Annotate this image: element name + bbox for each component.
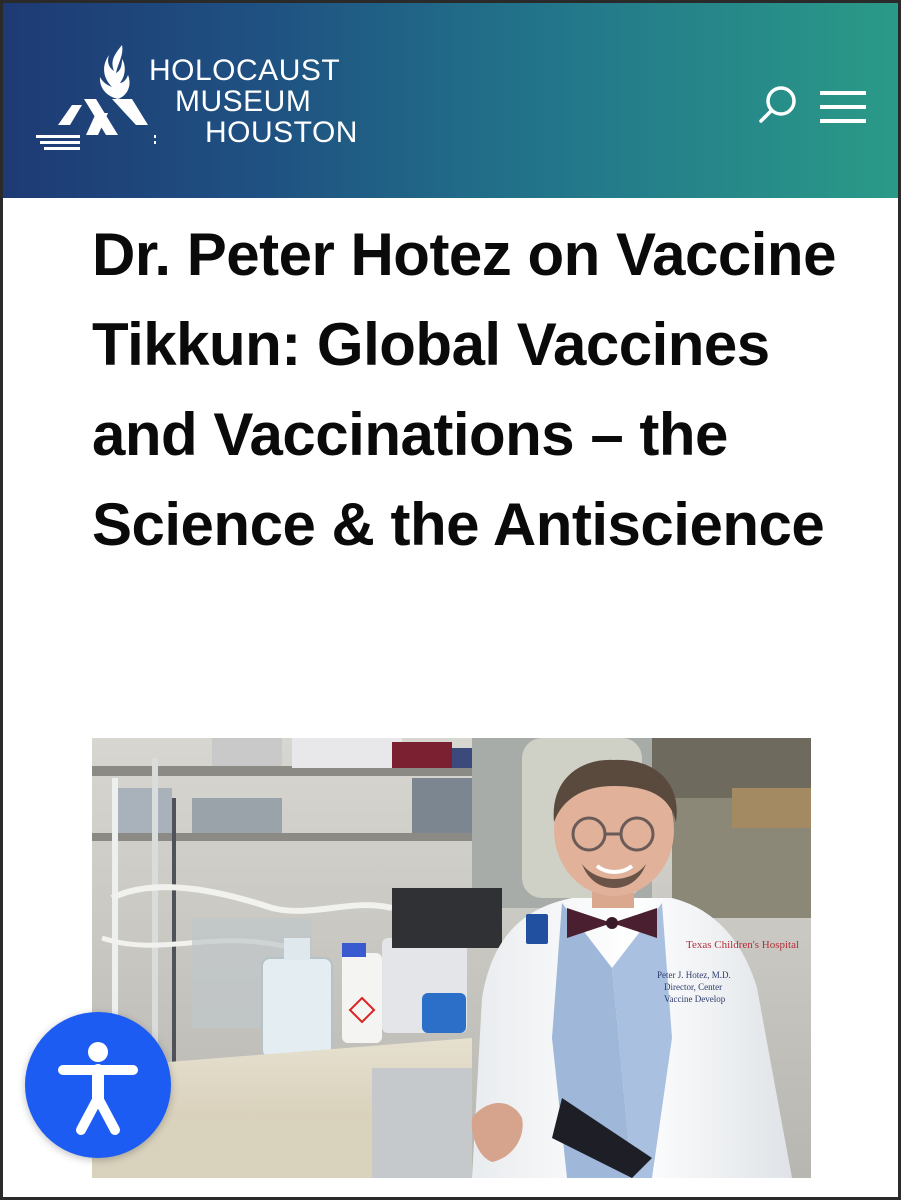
museum-logo[interactable] bbox=[36, 39, 396, 159]
coat-role-text-2: Vaccine Develop bbox=[664, 994, 726, 1004]
logo-line-museum: MUSEUM bbox=[175, 85, 312, 118]
article-title: Dr. Peter Hotez on Vaccine Tikkun: Global Vaccines and Vaccinations – the Science & the Antiscience bbox=[92, 221, 836, 558]
article-photo bbox=[92, 738, 811, 1178]
logo-line-houston: HOUSTON bbox=[205, 116, 358, 149]
site-header bbox=[3, 3, 898, 198]
menu-button[interactable] bbox=[818, 89, 868, 125]
hamburger-menu-icon bbox=[818, 89, 868, 125]
search-icon bbox=[755, 83, 801, 129]
accessibility-button[interactable] bbox=[25, 1012, 171, 1158]
coat-role-text-1: Director, Center bbox=[664, 982, 723, 992]
search-button[interactable] bbox=[755, 83, 801, 129]
lab-photo-illustration bbox=[92, 738, 811, 1178]
logo-line-holocaust: HOLOCAUST bbox=[149, 54, 341, 87]
coat-name-text: Peter J. Hotez, M.D. bbox=[657, 970, 731, 980]
accessibility-person-icon bbox=[25, 1012, 171, 1158]
logo-emblem-icon bbox=[36, 39, 156, 159]
logo-wordmark bbox=[149, 55, 358, 148]
coat-logo-text: Texas Children's Hospital bbox=[686, 939, 800, 951]
